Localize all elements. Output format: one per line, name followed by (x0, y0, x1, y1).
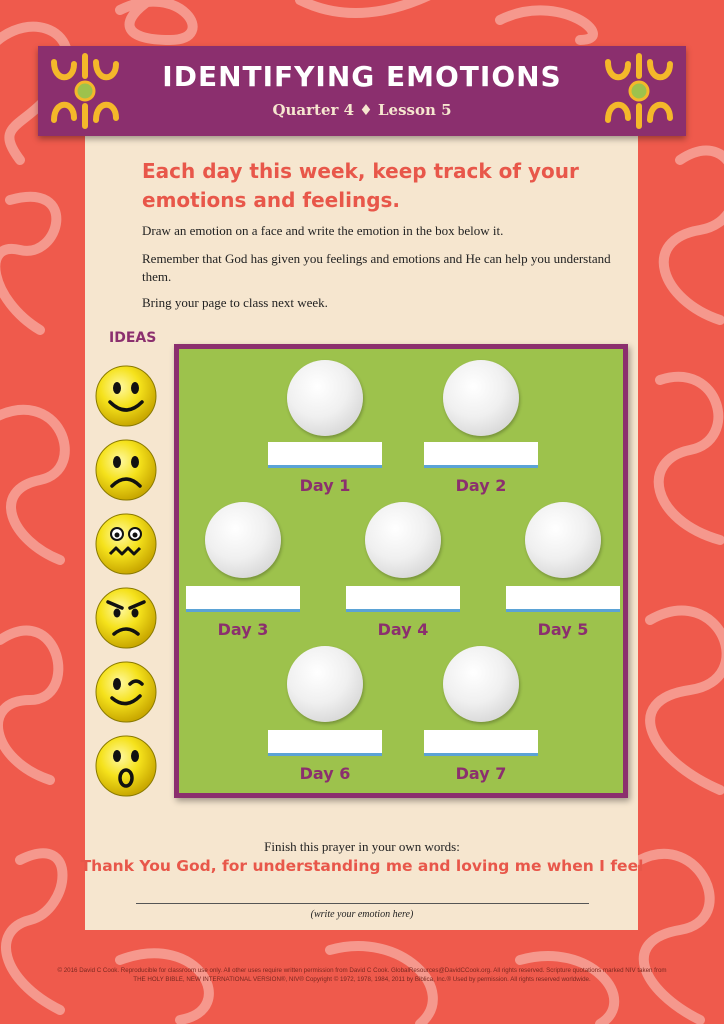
nervous-face-icon (94, 512, 158, 576)
prayer-intro: Finish this prayer in your own words: (264, 839, 460, 854)
sad-face-icon (94, 438, 158, 502)
instructions-headline: Each day this week, keep track of your emotions and feelings. (142, 159, 579, 212)
copyright-line-1: © 2016 David C Cook. Reproducible for classroom use only. All other uses require written permission from David C Cook. GlobalResources@DavidCCook.org. All rights reserved. Scripture quotations marked NIV taken from (57, 967, 667, 974)
happy-face-icon (94, 364, 158, 428)
day-7-face[interactable] (443, 646, 519, 722)
day-4-face[interactable] (365, 502, 441, 578)
write-emotion-hint: (write your emotion here) (310, 909, 414, 920)
day-3-emotion-box[interactable] (186, 586, 300, 612)
day-6-emotion-box[interactable] (268, 730, 382, 756)
copyright-footer (30, 966, 694, 984)
day-7-emotion-box[interactable] (424, 730, 538, 756)
day-6-face[interactable] (287, 646, 363, 722)
instruction-draw: Draw an emotion on a face and write the emotion in the box below it. (142, 223, 504, 238)
day-5-face[interactable] (525, 502, 601, 578)
day-1-face[interactable] (287, 360, 363, 436)
day-7-label: Day 7 (455, 764, 507, 783)
day-5-label: Day 5 (537, 620, 589, 639)
page-title: IDENTIFYING EMOTIONS (162, 60, 562, 93)
day-3-face[interactable] (205, 502, 281, 578)
angry-face-icon (94, 586, 158, 650)
surprised-face-icon (94, 734, 158, 798)
tribal-logo-icon (600, 52, 678, 130)
day-2-emotion-box[interactable] (424, 442, 538, 468)
emotion-tracker-board (174, 344, 628, 798)
day-4-emotion-box[interactable] (346, 586, 460, 612)
day-6-label: Day 6 (299, 764, 351, 783)
lesson-subtitle: Quarter 4 ♦ Lesson 5 (272, 101, 452, 119)
instruction-remember: Remember that God has given you feelings and emotions and He can help you understand them. (142, 251, 611, 284)
day-2-face[interactable] (443, 360, 519, 436)
day-4-label: Day 4 (377, 620, 429, 639)
day-2-label: Day 2 (455, 476, 507, 495)
ideas-label: IDEAS (109, 330, 157, 346)
winking-face-icon (94, 660, 158, 724)
day-5-emotion-box[interactable] (506, 586, 620, 612)
copyright-line-2: THE HOLY BIBLE, NEW INTERNATIONAL VERSION®, NIV® Copyright © 1972, 1978, 1984, 2011 by Biblica, Inc.® Used by permission. All rights reserved worldwide. (133, 976, 591, 983)
emotion-write-line[interactable] (136, 903, 589, 904)
instruction-bring: Bring your page to class next week. (142, 295, 328, 310)
day-1-label: Day 1 (299, 476, 351, 495)
header-banner (38, 46, 686, 136)
prayer-text: Thank You God, for understanding me and loving me when I feel (80, 857, 644, 875)
day-3-label: Day 3 (217, 620, 269, 639)
day-1-emotion-box[interactable] (268, 442, 382, 468)
